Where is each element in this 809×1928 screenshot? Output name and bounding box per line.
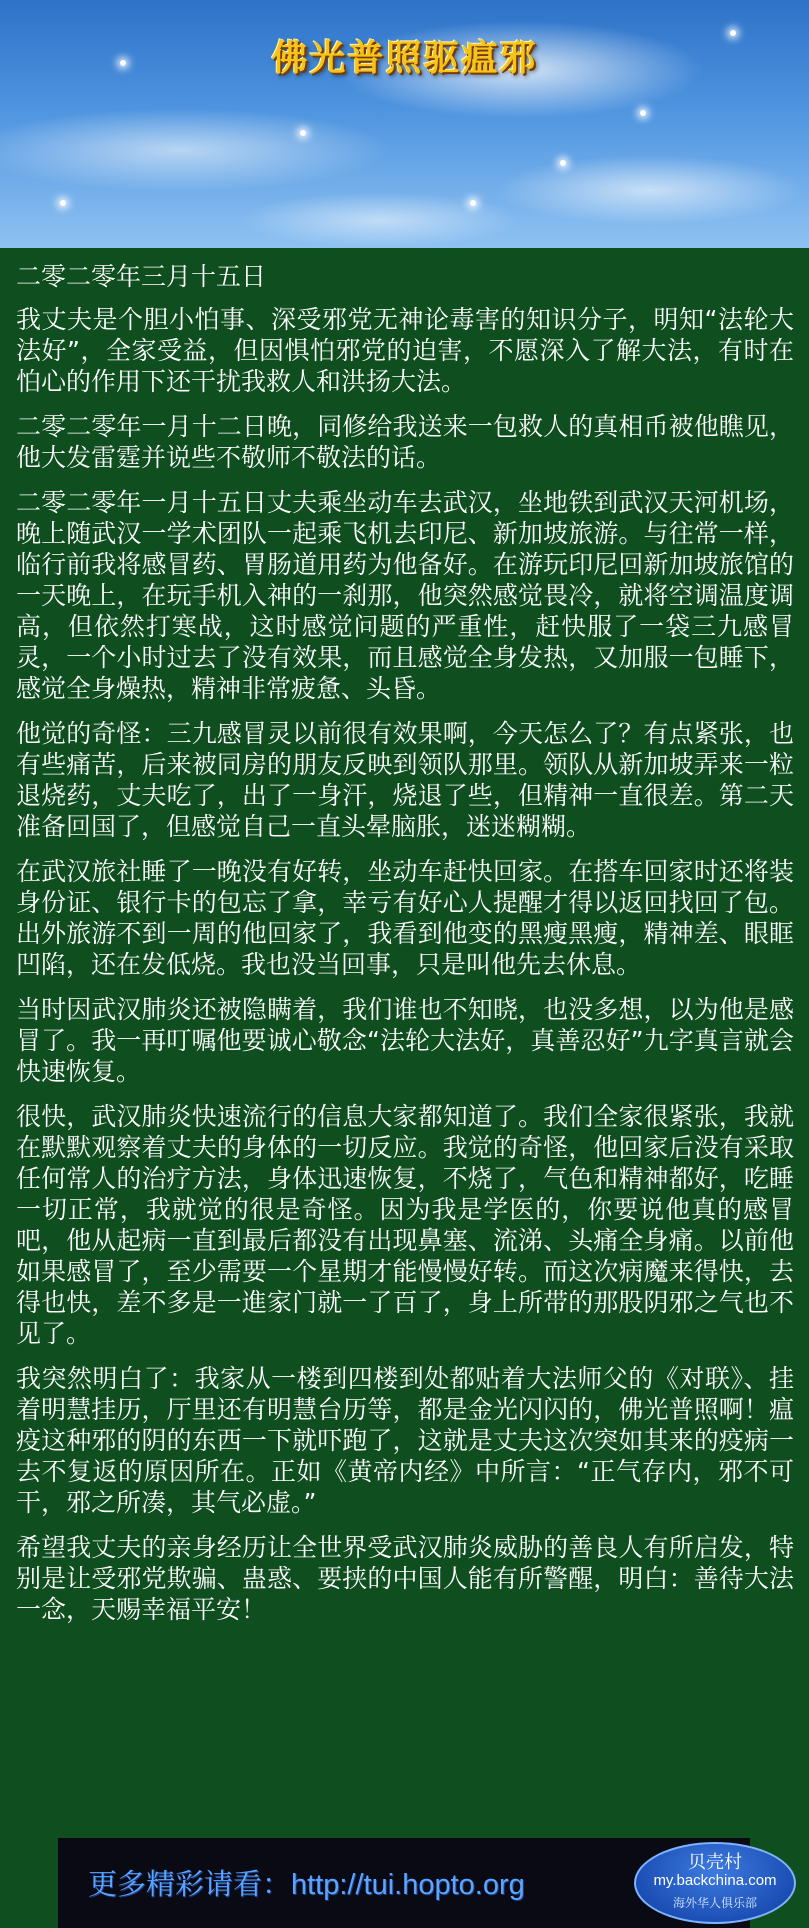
more-link[interactable]: 更多精彩请看：http://tui.hopto.org: [88, 1869, 525, 1901]
logo-name: 贝壳村: [688, 1852, 742, 1873]
article-paragraph: 当时因武汉肺炎还被隐瞒着，我们谁也不知晓，也没多想，以为他是感冒了。我一再叮嘱他要诚心敬念“法轮大法好，真善忍好”九字真言就会快速恢复。: [16, 995, 794, 1086]
sparkle-icon: [60, 200, 66, 206]
article-paragraph: 很快，武汉肺炎快速流行的信息大家都知道了。我们全家很紧张，我就在默默观察着丈夫的身体的一切反应。我觉的奇怪，他回家后没有采取任何常人的治疗方法，身体迅速恢复，不烧了，气色和精神都好，吃睡一切正常，我就觉的很是奇怪。因为我是学医的，你要说他真的感冒吧，他从起病一直到最后都没有出现鼻塞、流涕、头痛全身痛。以前他如果感冒了，至少需要一个星期才能慢慢好转。而这次病魔来得快，去得也快，差不多是一進家门就一了百了，身上所带的那股阴邪之气也不见了。: [16, 1102, 794, 1348]
article-paragraph: 二零二零年一月十五日丈夫乘坐动车去武汉，坐地铁到武汉天河机场，晚上随武汉一学术团队一起乘飞机去印尼、新加坡旅游。与往常一样，临行前我将感冒药、胃肠道用药为他备好。在游玩印尼回新加坡旅馆的一天晚上，在玩手机入神的一刹那，他突然感觉畏冷，就将空调温度调高，但依然打寒战，这时感觉问题的严重性，赶快服了一袋三九感冒灵，一个小时过去了没有效果，而且感觉全身发热，又加服一包睡下，感觉全身燥热，精神非常疲惫、头昏。: [16, 488, 794, 703]
logo-url: my.backchina.com: [653, 1872, 777, 1889]
sparkle-icon: [640, 110, 646, 116]
sparkle-icon: [560, 160, 566, 166]
logo-tagline: 海外华人俱乐部: [672, 1896, 757, 1910]
article-paragraph: 他觉的奇怪：三九感冒灵以前很有效果啊，今天怎么了？有点紧张，也有些痛苦，后来被同房的朋友反映到领队那里。领队从新加坡弄来一粒退烧药，丈夫吃了，出了一身汗，烧退了些，但精神一直很差。第二天准备回国了，但感觉自己一直头晕脑胀，迷迷糊糊。: [16, 719, 794, 841]
backchina-logo[interactable]: [634, 1842, 796, 1924]
sparkle-icon: [470, 200, 476, 206]
article-paragraph: 我突然明白了：我家从一楼到四楼到处都贴着大法师父的《对联》、挂着明慧挂历，厅里还有明慧台历等，都是金光闪闪的，佛光普照啊！瘟疫这种邪的阴的东西一下就吓跑了，这就是丈夫这次突如其来的疫病一去不复返的原因所在。正如《黄帝内经》中所言：“正气存内，邪不可干，邪之所凑，其气必虚。”: [16, 1364, 794, 1517]
article-paragraph: 我丈夫是个胆小怕事、深受邪党无神论毒害的知识分子，明知“法轮大法好”，全家受益，但因惧怕邪党的迫害，不愿深入了解大法，有时在怕心的作用下还干扰我救人和洪扬大法。: [16, 305, 794, 396]
article-paragraph: 二零二零年一月十二日晚，同修给我送来一包救人的真相币被他瞧见，他大发雷霆并说些不敬师不敬法的话。: [16, 412, 794, 472]
article-body: [16, 262, 794, 1639]
article-paragraph: 在武汉旅社睡了一晚没有好转，坐动车赶快回家。在搭车回家时还将装身份证、银行卡的包忘了拿，幸亏有好心人提醒才得以返回找回了包。出外旅游不到一周的他回家了，我看到他变的黑瘦黑瘦，精神差、眼眶凹陷，还在发低烧。我也没当回事，只是叫他先去休息。: [16, 857, 794, 979]
banner-title: 佛光普照驱瘟邪: [271, 38, 538, 79]
article-date: 二零二零年三月十五日: [16, 262, 267, 291]
sparkle-icon: [300, 130, 306, 136]
article-paragraph: 希望我丈夫的亲身经历让全世界受武汉肺炎威胁的善良人有所启发，特别是让受邪党欺骗、蛊惑、要挟的中国人能有所警醒，明白：善待大法一念，天赐幸福平安！: [16, 1533, 794, 1624]
header-banner: [0, 0, 809, 248]
